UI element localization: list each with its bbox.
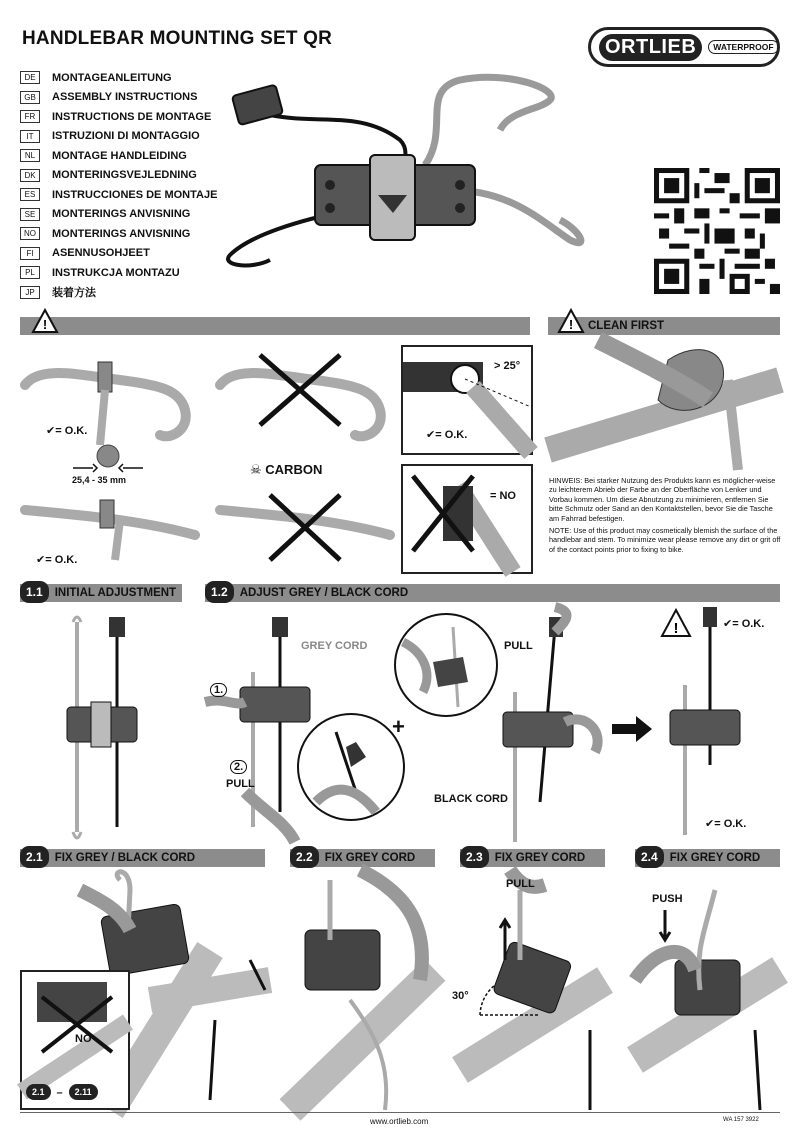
arrow-right-icon	[612, 714, 652, 744]
lang-text: ASENNUSOHJEET	[52, 247, 150, 260]
lang-text: ISTRUZIONI DI MONTAGGIO	[52, 130, 200, 143]
lang-code: FI	[20, 247, 40, 260]
angle-label: > 25°	[494, 360, 521, 372]
lang-code: NO	[20, 227, 40, 240]
svg-text:!: !	[568, 317, 574, 332]
range-from: 2.1	[26, 1084, 51, 1100]
note-en: NOTE: Use of this product may cosmetically blemish the surface of the handlebar and stem. To minimize wear please remove any dirt or grit off of the contact points prior to fixing to bike.	[549, 526, 781, 554]
warning-icon	[32, 309, 58, 333]
detail-circle-2	[393, 612, 499, 718]
lang-row	[20, 146, 217, 166]
diameter-label: 25,4 - 35 mm	[72, 475, 127, 485]
warning-icon	[558, 309, 584, 333]
step-title: FIX GREY CORD	[494, 852, 586, 864]
svg-text:!: !	[42, 317, 48, 332]
product-illustration	[210, 70, 570, 280]
carbon-text: CARBON	[265, 462, 323, 477]
lang-row	[20, 283, 217, 303]
lang-text: MONTERINGS ANVISNING	[52, 208, 191, 221]
angle-30-label: 30°	[452, 990, 469, 1002]
logo-brand: ORTLIEB	[599, 34, 702, 61]
lang-text: 装着方法	[52, 287, 96, 300]
final-result-illustration	[665, 605, 755, 845]
hinweis-note	[549, 476, 781, 576]
clean-first-illustration	[548, 340, 780, 470]
note-de: HINWEIS: Bei starker Nutzung des Produkts kann es möglicher-weise zu leichterem Abrieb der Farbe an der Oberfläche von Lenker und Vorbau kommen. Um diese Abnutzung zu minimieren, entfernen Sie bitte Schmutz oder Sand an den Kontaktstellen, bevor Sie die Tasche am Fahrrad befestigen.	[549, 476, 776, 523]
fix-grey-cord-2-3-illustration	[460, 870, 605, 1110]
lang-row	[20, 88, 217, 108]
qr-code	[654, 168, 780, 294]
step-title: INITIAL ADJUSTMENT	[54, 587, 177, 599]
lang-text: MONTERINGSVEJLEDNING	[52, 169, 197, 182]
warning-bar	[20, 317, 530, 335]
no-label: = NO	[490, 490, 516, 502]
step-2-2-bar	[290, 849, 435, 867]
lang-code: ES	[20, 188, 40, 201]
clean-first-title: CLEAN FIRST	[588, 320, 665, 332]
lang-row	[20, 185, 217, 205]
pull-label: PULL	[226, 778, 255, 790]
no-diagram	[403, 466, 531, 572]
carbon-label: ☠ CARBON	[250, 462, 323, 477]
step-number: 1.1	[20, 581, 49, 603]
lang-row	[20, 166, 217, 186]
lang-row	[20, 68, 217, 88]
lang-row	[20, 224, 217, 244]
step-number: 1.2	[205, 581, 234, 603]
detail-circle-1	[296, 712, 406, 822]
lang-code: PL	[20, 266, 40, 279]
footer-divider	[20, 1112, 780, 1113]
lang-code: GB	[20, 91, 40, 104]
ok-label-2: ✔= O.K.	[36, 554, 78, 566]
ok-label: ✔= O.K.	[46, 425, 88, 437]
document-code: WA 157 3922	[723, 1117, 759, 1123]
ok-label-final-1: ✔= O.K.	[723, 618, 765, 630]
no-inset-label: NO	[75, 1033, 92, 1045]
lang-row	[20, 107, 217, 127]
step-range	[26, 1086, 98, 1100]
step-title: FIX GREY / BLACK CORD	[54, 852, 196, 864]
step-number: 2.4	[635, 846, 664, 868]
range-to: 2.11	[69, 1084, 98, 1100]
lang-row	[20, 244, 217, 264]
step-number: 2.3	[460, 846, 489, 868]
step-2-3-bar	[460, 849, 605, 867]
fix-grey-cord-2-4-illustration	[635, 870, 780, 1110]
clean-first-bar	[548, 317, 780, 335]
lang-text: MONTERINGS ANVISNING	[52, 227, 191, 240]
initial-adjustment-illustration	[55, 612, 155, 842]
lang-code: JP	[20, 286, 40, 299]
black-cord-label: BLACK CORD	[434, 793, 508, 805]
crossed-flat-handlebar	[215, 495, 395, 565]
lang-code: DE	[20, 71, 40, 84]
step-title: FIX GREY CORD	[324, 852, 416, 864]
lang-text: MONTAGE HANDLEIDING	[52, 149, 187, 162]
diameter-diagram	[68, 440, 148, 500]
lang-text: INSTRUCCIONES DE MONTAJE	[52, 188, 218, 201]
pull-label-2: PULL	[504, 640, 533, 652]
svg-text:!: !	[673, 620, 679, 637]
lang-code: SE	[20, 208, 40, 221]
step-title: ADJUST GREY / BLACK CORD	[239, 587, 409, 599]
step-title: FIX GREY CORD	[669, 852, 761, 864]
fix-grey-cord-2-2-illustration	[290, 870, 435, 1110]
lang-text: MONTAGEANLEITUNG	[52, 71, 172, 84]
lang-text: ASSEMBLY INSTRUCTIONS	[52, 91, 198, 104]
lang-row	[20, 263, 217, 283]
lang-text: INSTRUKCJA MONTAZU	[52, 266, 180, 279]
document-title: HANDLEBAR MOUNTING SET QR	[22, 28, 333, 49]
step-number: 2.2	[290, 846, 319, 868]
ok-label-final-2: ✔= O.K.	[705, 818, 747, 830]
lang-code: FR	[20, 110, 40, 123]
step-1-1-bar	[20, 584, 182, 602]
range-dash: –	[56, 1087, 63, 1099]
step-number: 2.1	[20, 846, 49, 868]
step-2-4-bar	[635, 849, 780, 867]
language-list	[20, 68, 217, 302]
step-2-1-bar	[20, 849, 265, 867]
ortlieb-logo	[588, 27, 780, 67]
lang-row	[20, 205, 217, 225]
ok-label-3: ✔= O.K.	[426, 429, 468, 441]
lang-code: DK	[20, 169, 40, 182]
lang-row	[20, 127, 217, 147]
website-url: www.ortlieb.com	[370, 1117, 429, 1126]
grey-cord-label: GREY CORD	[301, 640, 368, 652]
plus-icon: +	[392, 714, 405, 739]
step-1-2-bar	[205, 584, 780, 602]
lang-text: INSTRUCTIONS DE MONTAGE	[52, 110, 212, 123]
push-label: PUSH	[652, 893, 683, 905]
step-two-marker: 2.	[230, 760, 247, 774]
step-one-marker: 1.	[210, 683, 227, 697]
lang-code: NL	[20, 149, 40, 162]
crossed-drop-handlebar	[215, 350, 395, 450]
logo-tag: WATERPROOF	[708, 40, 778, 54]
pull-label-3: PULL	[506, 878, 535, 890]
lang-code: IT	[20, 130, 40, 143]
